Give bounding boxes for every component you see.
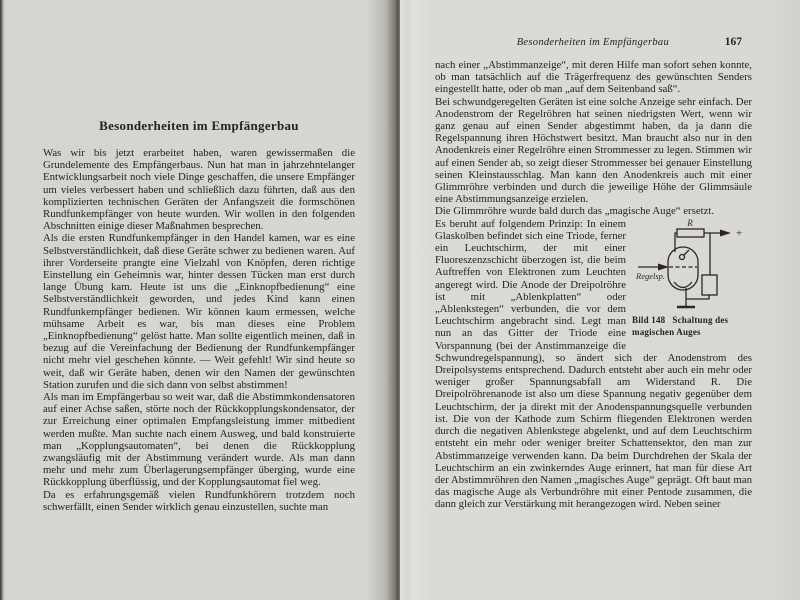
book-left-edge	[0, 0, 4, 600]
input-label: Regelsp.	[636, 270, 666, 281]
figure-caption	[632, 315, 728, 337]
page-number: 167	[724, 36, 742, 48]
paragraph: Was wir bis jetzt erarbeitet haben, waren gewissermaßen die Grundelemente des Empfängerbaus. Nun hat man in jahrzehntelanger Entwicklungsarbeit noch viele Dinge geschaffen, die unsere Empfänger um vieles verbessert haben und schließlich dazu führten, daß aus den komplizierten technischen Geräten der Anfangszeit die formschönen Rundfunkempfänger von heute wurden. Wir wollen in den folgenden Abschnitten einige dieser Maßnahmen besprechen.	[43, 147, 355, 233]
anode-electrode	[680, 254, 685, 259]
left-page-body	[43, 147, 355, 513]
figure-caption-line1: Schaltung des	[672, 314, 729, 325]
paragraph: nach einer „Abstimmanzeige“, mit deren Hilfe man sofort sehen konnte, ob man tatsächlich auf die Trägerfrequenz des gewünschten Senders eingestellt hatte, oder ob man „auf dem Seitenband saß“.	[435, 59, 752, 96]
right-page	[435, 36, 752, 511]
page-gutter-shadow	[368, 0, 397, 600]
cathode-electrode	[674, 282, 692, 288]
input-arrowhead	[658, 263, 669, 270]
figure-number: Bild 148	[632, 314, 666, 325]
paragraph	[435, 218, 752, 511]
paragraph: Da es erfahrungsgemäß vielen Rundfunkhörern trotzdem noch schwerfällt, einen Sender wirklich genau einzustellen, suchte man	[43, 488, 355, 513]
paragraph-text: Es beruht auf folgendem Prinzip: In einem Glaskolben befindet sich eine Triode, ferner ein Leuchtschirm, der mit einer Fluoreszenzschicht überzogen ist, die beim Auftreffen von Elektronen zum Leuchten angeregt wird. Die Anode der Dreipolröhre ist mit „Ablenkplatten“ oder „Ablenkstegen“ verbunden, die vor dem Leuchtschirm angebracht sind. Legt man nun an das Gitter der Triode eine Vorspannung (bei der Anstimmanzeige die Schwundregelspannung), so ändert sich der Anodenstrom des Dreipolsystems entsprechend. Dadurch entsteht aber auch ein mehr oder weniger großer Spannungsabfall am Widerstand R. Die Dreipolröhrenanode ist also um diese Spannung negativ gegenüber dem Leuchtschirm, der ja direkt mit der Anodenspannungsquelle verbunden ist. Die von der Kathode zum Schirm fliegenden Elektronen werden durch die negativen Ablenkstege abgelenkt, und auf dem Leuchtschirm entsteht ein mehr oder weniger breiter Schattensektor, den man zur Abstimmanzeige verwenden kann. Da beim Durchdrehen der Skala der Leuchtschirm an ein zwinkerndes Auge erinnert, hat man für diese Art der Abstimmröhren den Namen „magisches Auge“ geprägt. Oft baut man das magische Auge als Verbundröhre mit einer Pentode zusammen, die dann gleich zur Verstärkung mit herangezogen wird. Neben seiner	[435, 217, 752, 511]
output-arrowhead	[720, 229, 731, 236]
electrode-resistor-symbol	[702, 275, 717, 295]
paragraph: Bei schwundgeregelten Geräten ist eine solche Anzeige sehr einfach. Der Anodenstrom der Regelröhren hat seinen niedrigsten Wert, wenn wir ganz genau auf einen Sender abgestimmt haben, da ja dann die Regelspannung ihren Höchstwert besitzt. Man braucht also nur in den Anodenkreis einer Regelröhre einen Strommesser zu legen. Stimmen wir auf einen Sender ab, so zeigt dieser Strommesser bei genauer Einstellung seinen Kleinstausschlag. Man kann den Anodenkreis auch mit einer Glimmröhre verbinden und durch die jeweilige Höhe der Glimmsäule eine Abstimmungsanzeige erzielen.	[435, 95, 752, 206]
paragraph: Als man im Empfängerbau so weit war, daß die Abstimmkondensatoren auf einer Achse saßen, störte noch der Rückkopplungskondensator, der zur Erreichung einer optimalen Empfangsleistung immer mitbedient werden mußte. Man suchte nach einem Ausweg, und bald konstruierte man „Kopplungsautomaten“, bei denen die Rückkopplung zwangsläufig mit der Abstimmung verändert wurde. Als man dann mehr und mehr zum Überlagerungsempfänger überging, wurde eine Rückkopplung überflüssig, und der Kopplungsautomat fiel weg.	[43, 391, 355, 489]
left-page	[43, 118, 355, 513]
page-gutter-highlight	[400, 0, 414, 600]
figure-bild-148	[632, 218, 752, 352]
figure-caption-line2: magischen Auges	[632, 326, 701, 337]
chapter-heading: Besonderheiten im Empfängerbau	[99, 118, 299, 133]
paragraph: Die Glimmröhre wurde bald durch das „magische Auge“ ersetzt.	[435, 205, 715, 218]
running-title: Besonderheiten im Empfängerbau	[516, 37, 670, 48]
tube-envelope	[668, 247, 698, 290]
running-header	[435, 36, 752, 48]
resistor-symbol	[677, 229, 704, 237]
right-page-body	[435, 59, 752, 511]
plus-terminal-label: +	[736, 227, 743, 240]
resistor-label: R	[687, 217, 693, 228]
paragraph: Als die ersten Rundfunkempfänger in den Handel kamen, war es eine Selbstverständlichkeit, daß diese Geräte schwer zu bedienen waren. Auf ihrer Vorderseite prangte eine Vielzahl von Knöpfen, deren richtige Einstellung ein Geheimnis war, hinter dessen Tücken man erst durch lange Übung kam. Heute ist uns die „Einknopfbedienung“ eine Selbstverständlichkeit geworden, und jedes Kind kann einen Rundfunkempfänger bedienen. Wir können kaum ermessen, welche mühsame Arbeit es war, bis man dieses eine Problem „Einknopfbedienung“ gelöst hatte. Man sollte eigentlich meinen, daß in bezug auf die Vereinfachung der Bedienung der Rundfunkempfänger nicht mehr viel geschehen könnte. — Weit gefehlt! Wir sind heute so weit, daß wir Geräte haben, denen wir den Namen der gewünschten Station zurufen und die sich dann von selbst abstimmen!	[43, 232, 355, 391]
magic-eye-circuit-diagram	[636, 218, 748, 314]
